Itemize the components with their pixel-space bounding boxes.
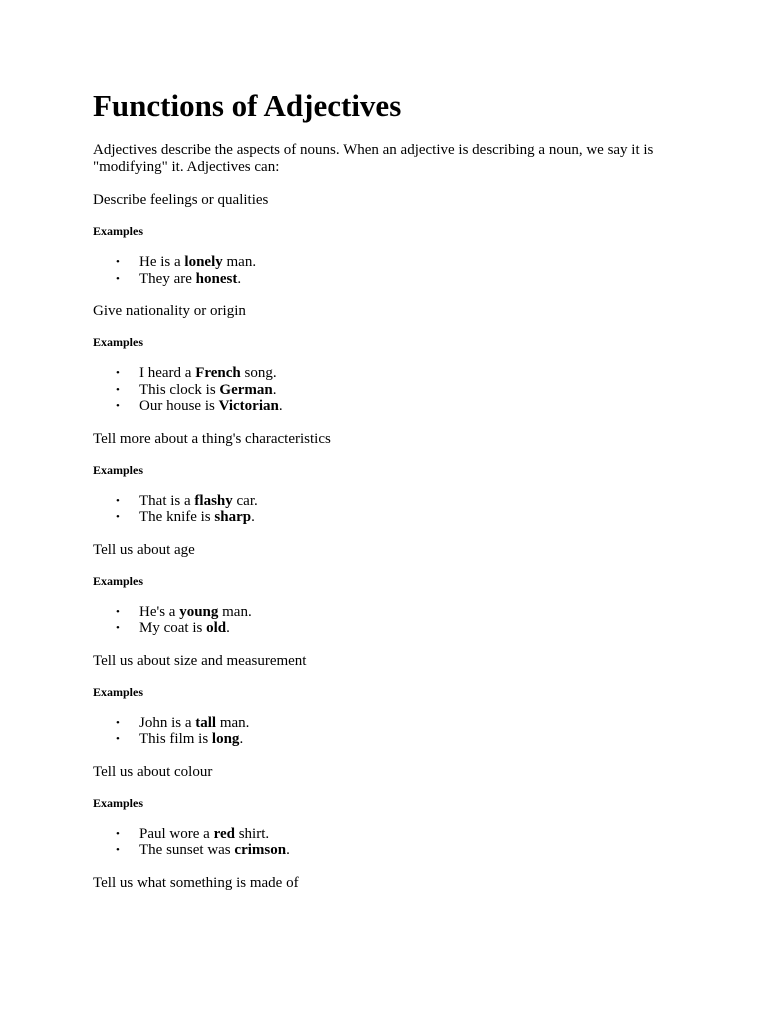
example-adjective: old (206, 620, 227, 636)
list-item (93, 604, 708, 621)
example-text-after: . (251, 509, 255, 525)
section-heading: Describe feelings or qualities (93, 192, 269, 208)
examples-list (93, 365, 708, 415)
adjective-function-section (93, 303, 708, 415)
bullet-icon: • (116, 605, 120, 618)
example-adjective: Victorian (218, 398, 279, 414)
examples-list (93, 715, 708, 748)
example-text-after: . (272, 381, 277, 398)
example-text-after: . (226, 620, 230, 636)
bullet-icon: • (116, 383, 120, 396)
adjective-function-section (93, 192, 708, 287)
list-item (93, 620, 708, 637)
examples-label: Examples (93, 224, 144, 238)
example-text-after: . (239, 731, 244, 747)
example-text-after: . (278, 398, 283, 414)
example-adjective: crimson (234, 842, 287, 858)
example-adjective: German (219, 381, 273, 398)
bullet-icon: • (116, 827, 120, 840)
intro-paragraph: Adjectives describe the aspects of nouns. When an adjective is describing a noun, we say it is "modifying" it. Adjectives can: (93, 142, 654, 175)
examples-list (93, 493, 708, 526)
examples-list (93, 604, 708, 637)
example-text-after: man. (218, 603, 252, 620)
section-heading-made-of: Tell us what something is made of (93, 874, 299, 891)
examples-list (93, 826, 708, 859)
adjective-function-section (93, 764, 708, 859)
example-adjective: flashy (194, 492, 233, 509)
examples-label: Examples (93, 684, 144, 699)
example-text-before: John is a (139, 714, 196, 731)
example-text-before: My coat is (139, 620, 207, 636)
section-heading: Give nationality or origin (93, 303, 246, 319)
example-adjective: long (211, 731, 240, 747)
example-text-after: song. (240, 365, 277, 381)
example-adjective: young (179, 603, 219, 620)
bullet-icon: • (116, 716, 120, 729)
bullet-icon: • (116, 733, 120, 745)
example-adjective: tall (195, 714, 217, 731)
example-text-after: . (286, 842, 290, 858)
example-text-before: Our house is (139, 398, 219, 414)
example-adjective: red (213, 825, 235, 842)
example-text-after: man. (222, 254, 257, 270)
section-heading: Tell us about size and measurement (93, 652, 307, 669)
example-text-after: car. (232, 492, 258, 509)
examples-label: Examples (93, 335, 144, 349)
example-text-before: This clock is (139, 381, 220, 398)
list-item (93, 715, 708, 732)
list-item (93, 398, 708, 415)
sections-container (93, 192, 708, 859)
bullet-icon: • (116, 494, 120, 507)
example-text-before: The knife is (139, 509, 215, 525)
example-text-before: That is a (139, 492, 195, 509)
example-text-before: They are (139, 270, 196, 287)
section-heading: Tell more about a thing's characteristics (93, 430, 331, 447)
list-item (93, 731, 708, 748)
list-item (93, 271, 708, 288)
list-item (93, 365, 708, 382)
examples-list (93, 254, 708, 287)
page-title: Functions of Adjectives (93, 88, 402, 123)
bullet-icon: • (116, 367, 120, 379)
example-text-before: The sunset was (139, 842, 235, 858)
adjective-function-section (93, 653, 708, 748)
example-text-after: man. (216, 714, 250, 731)
list-item (93, 509, 708, 526)
example-text-before: This film is (139, 731, 212, 747)
example-text-before: Paul wore a (139, 825, 214, 842)
list-item (93, 842, 708, 859)
example-adjective: French (195, 365, 241, 381)
examples-label: Examples (93, 795, 144, 810)
bullet-icon: • (116, 400, 120, 412)
list-item (93, 254, 708, 271)
bullet-icon: • (116, 844, 120, 856)
example-text-after: . (237, 270, 242, 287)
list-item (93, 493, 708, 510)
example-adjective: lonely (184, 254, 223, 270)
bullet-icon: • (116, 256, 120, 268)
example-text-after: shirt. (234, 825, 270, 842)
examples-label: Examples (93, 573, 144, 588)
bullet-icon: • (116, 511, 120, 523)
example-text-before: I heard a (139, 365, 196, 381)
section-heading: Tell us about colour (93, 763, 213, 780)
list-item (93, 382, 708, 399)
example-text-before: He is a (139, 254, 185, 270)
examples-label: Examples (93, 462, 144, 477)
example-adjective: sharp (214, 509, 252, 525)
adjective-function-section (93, 542, 708, 637)
example-adjective: honest (195, 270, 238, 287)
bullet-icon: • (116, 622, 120, 634)
example-text-before: He's a (139, 603, 180, 620)
list-item (93, 826, 708, 843)
section-heading: Tell us about age (93, 541, 195, 558)
adjective-function-section (93, 431, 708, 526)
bullet-icon: • (116, 272, 120, 285)
